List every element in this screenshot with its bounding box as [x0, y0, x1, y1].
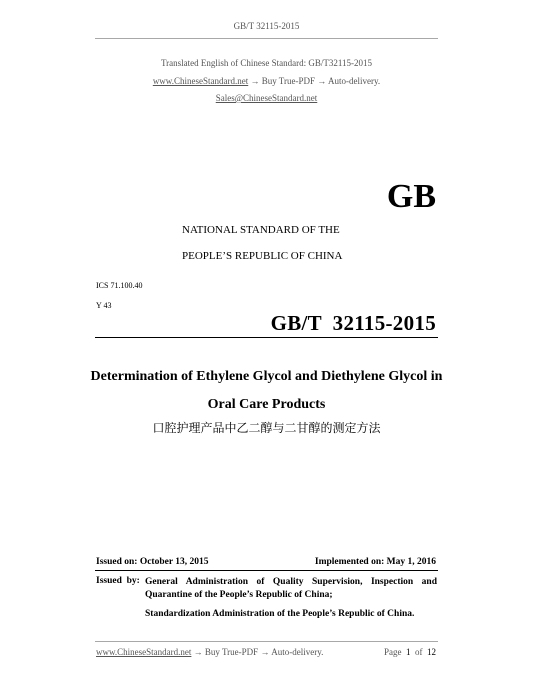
- header-divider: [95, 38, 438, 39]
- running-header: GB/T 32115-2015: [233, 21, 300, 31]
- page-total: 12: [427, 647, 436, 657]
- national-standard-line1: NATIONAL STANDARD OF THE: [182, 224, 340, 236]
- translation-notice: Translated English of Chinese Standard: GB/T32115-2015: [160, 58, 373, 68]
- standard-number-divider: [95, 337, 438, 338]
- classification-code: Y 43: [96, 301, 112, 310]
- sales-email-line: [0, 93, 533, 103]
- title-cn: 口腔护理产品中乙二醇与二甘醇的测定方法: [152, 421, 381, 435]
- footer-buy-text: Buy True-PDF: [204, 647, 259, 657]
- issued-on: Issued on: October 13, 2015: [96, 557, 209, 567]
- buy-text: Buy True-PDF: [261, 76, 315, 86]
- page-of: of: [415, 647, 423, 657]
- issued-by-label: Issued by:: [96, 576, 140, 586]
- arrow-right-icon: →: [250, 76, 260, 86]
- page-indicator: [384, 647, 436, 657]
- footer-site-link[interactable]: www.ChineseStandard.net: [96, 647, 192, 657]
- buy-notice: [0, 76, 533, 86]
- auto-delivery-text: Auto-delivery.: [328, 76, 381, 86]
- ics-code: ICS 71.100.40: [96, 281, 143, 290]
- gb-mark: GB: [386, 178, 436, 215]
- arrow-right-icon: →: [317, 76, 327, 86]
- issuer-sac: Standardization Administration of the People’s Republic of China.: [145, 609, 415, 619]
- footer-divider: [95, 641, 438, 642]
- standard-number: GB/T 32115-2015: [270, 311, 436, 335]
- sales-email-link[interactable]: Sales@ChineseStandard.net: [215, 93, 318, 103]
- implemented-on: Implemented on: May 1, 2016: [314, 557, 436, 567]
- arrow-right-icon: →: [260, 647, 270, 657]
- national-standard-line2: PEOPLE’S REPUBLIC OF CHINA: [182, 250, 343, 262]
- title-en-line2: Oral Care Products: [207, 397, 326, 412]
- footer-auto-delivery-text: Auto-delivery.: [271, 647, 324, 657]
- page-word: Page: [384, 647, 402, 657]
- arrow-right-icon: →: [193, 647, 203, 657]
- dates-divider: [95, 570, 438, 571]
- site-link[interactable]: www.ChineseStandard.net: [152, 76, 249, 86]
- footer-buy-notice: [96, 647, 323, 657]
- page-current: 1: [406, 647, 411, 657]
- issuer-aqsiq: General Administration of Quality Supervision, Inspection and Quarantine of the People’s Republic of China;: [145, 577, 437, 600]
- title-en-line1: Determination of Ethylene Glycol and Diethylene Glycol in: [90, 369, 443, 384]
